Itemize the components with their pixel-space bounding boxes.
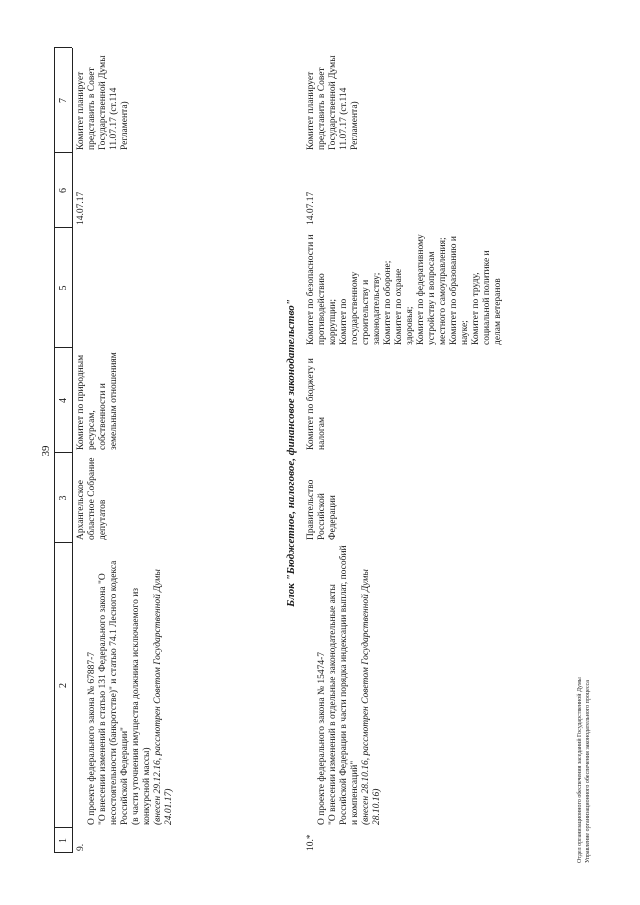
row-plan: Комитет планирует представить в Совет Государственной Думы 11.07.17 (ст.114 Регламента) bbox=[76, 54, 130, 150]
row-committee: Комитет по природным ресурсам, собственности и земельным отношениям bbox=[76, 351, 119, 450]
rotated-page bbox=[40, 33, 600, 873]
page-footer: Отдел организационного обеспечения заседаний Государственной Думы Управление организационного обеспечения законодательного процесса bbox=[577, 676, 591, 863]
row-number: 9. bbox=[76, 843, 86, 851]
row-title bbox=[76, 545, 175, 825]
section-title: Блок "Бюджетное, налоговое, финансовое законодательство" bbox=[285, 298, 297, 607]
header-col-1: 1 bbox=[58, 837, 69, 843]
header-col-3: 3 bbox=[58, 495, 69, 500]
header-col-5: 5 bbox=[58, 285, 69, 290]
header-col-4: 4 bbox=[58, 397, 69, 403]
row-title bbox=[306, 545, 383, 825]
row-date: 14.07.17 bbox=[76, 191, 86, 225]
row-title-text: О проекте федерального закона № 15474-7 "О внесении изменений в отдельные законодательные акты Российской Федерации в части порядка индексации выплат, пособий и компенсаций" bbox=[317, 544, 360, 825]
row-title-text: О проекте федерального закона № 67887-7 "О внесении изменений в статью 131 Федерального закона "О несостоятельности (банкротстве)" и статью 74.1 Лесного кодекса Российской Федерации" (в части уточнения имущества должника исключаемого из конкурсной массы) bbox=[87, 560, 152, 825]
row-plan: Комитет планирует представить в Совет Государственной Думы 11.07.17 (ст.114 Регламента) bbox=[306, 54, 360, 150]
header-col-7: 7 bbox=[58, 97, 69, 103]
table-header-border bbox=[72, 48, 73, 853]
row-author: Архангельское областное Собрание депутатов bbox=[76, 457, 108, 540]
row-date: 14.07.17 bbox=[306, 191, 316, 225]
row-committee: Комитет по бюджету и налогам bbox=[306, 357, 327, 450]
row-author: Правительство Российской Федерации bbox=[306, 479, 338, 540]
header-col-6: 6 bbox=[58, 187, 69, 193]
row-note: (внесен 28.10.16, рассмотрен Советом Государственной Думы 28.10.16) bbox=[361, 568, 382, 825]
page-number: 39 bbox=[40, 445, 52, 456]
table-top-border bbox=[54, 48, 55, 853]
header-col-2: 2 bbox=[58, 682, 69, 688]
row-number: 10.* bbox=[306, 833, 316, 851]
row-co-committees: Комитет по безопасности и противодействию коррупции; Комитет по государственному строительству и законодательству; Комитет по обороне; Комитет по охране здоровья; Комитет по федеративному устройству и вопросам местного самоуправления; Комитет по образованию и науке; Комитет по труду, социальной политике и делам ветеранов bbox=[306, 233, 503, 345]
row-note: (внесен 29.12.16, рассмотрен Советом Государственной Думы 24.01.17) bbox=[153, 568, 174, 825]
